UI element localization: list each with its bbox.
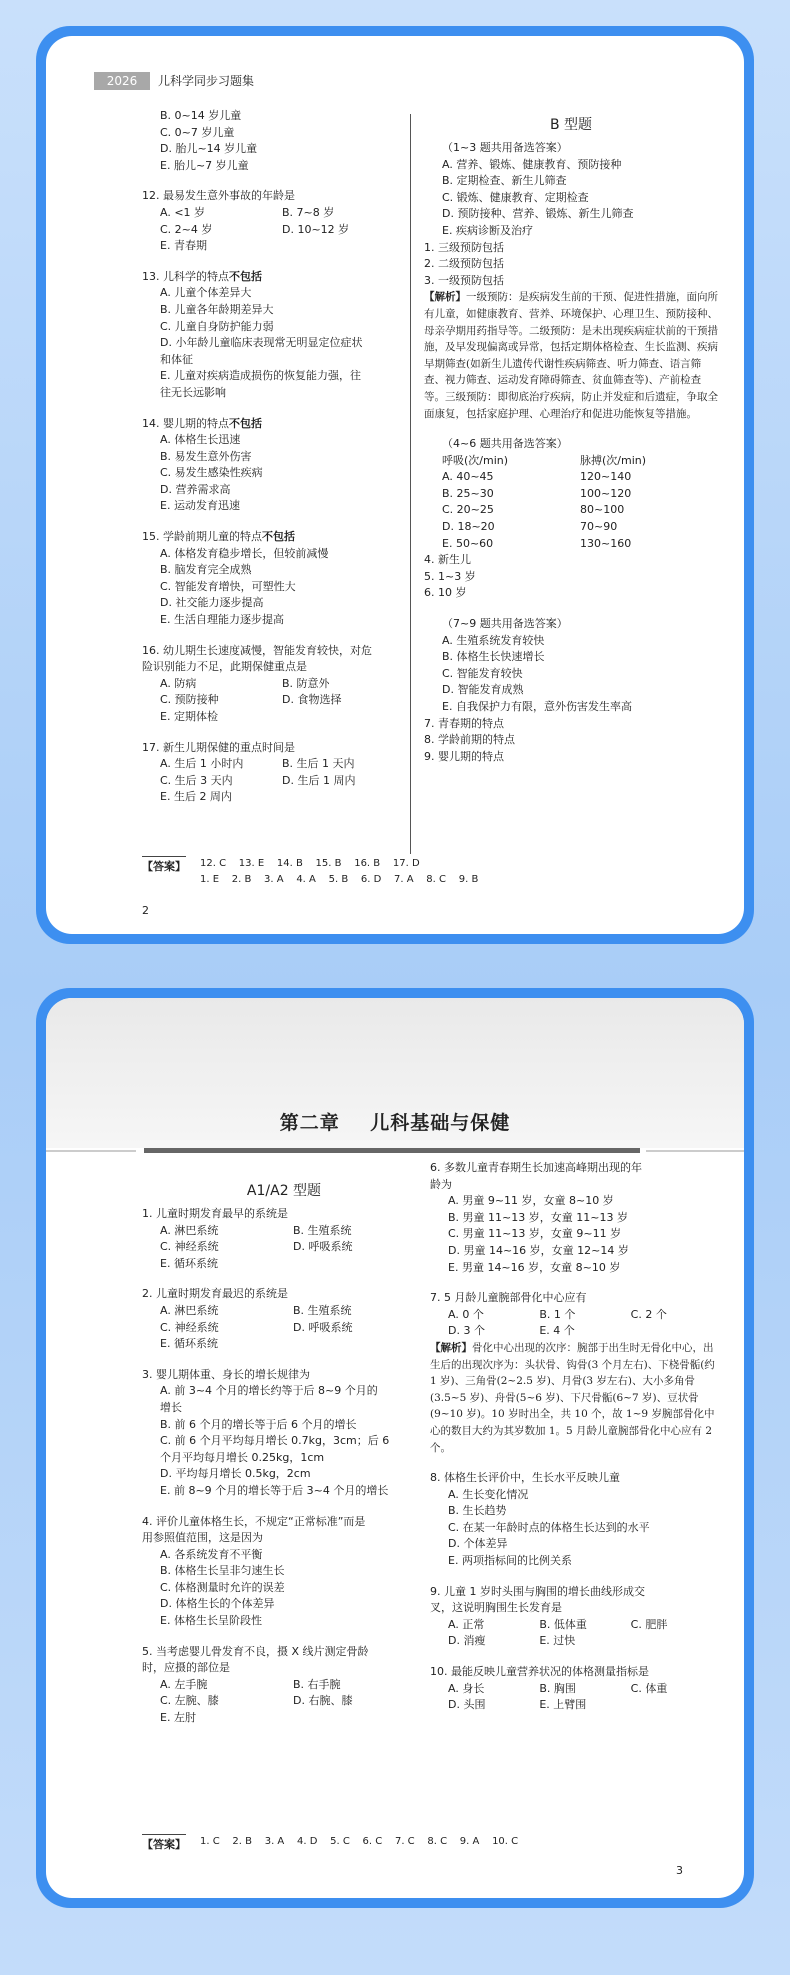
option: A. <1 岁 bbox=[160, 205, 206, 219]
option: A. 儿童个体差异大 bbox=[160, 286, 252, 300]
analysis-text: 一级预防：是疾病发生前的干预、促进性措施，面向所有儿童，如健康教育、营养、环境保护、心理卫生、预防接种、母亲孕期用药指导等。二级预防：是未出现疾病症状前的干预措施，及早发现偏离或异常，包括定期体格检查、生长监测、疾病早期筛查(如新生儿遗传代谢性疾病筛查、听力筛查、语言筛查、视力筛查、运动发育障碍筛查、贫血筛查等)、产前检查等。三级预防：即彻底治疗疾病，防止并发症和后遗症，争取全面康复，包括家庭护理、心理治疗和促进功能恢复等措施。 bbox=[424, 291, 718, 420]
answer-label: 【答案】 bbox=[142, 856, 186, 888]
option: D. 平均每月增长 0.5kg，2cm bbox=[160, 1467, 311, 1481]
question-stem: 2. 二级预防包括 bbox=[424, 257, 504, 271]
option: E. 体格生长呈阶段性 bbox=[160, 1614, 262, 1628]
table-cell: 80~100 bbox=[580, 503, 625, 517]
option: B. 生殖系统 bbox=[293, 1303, 352, 1317]
option: D. 小年龄儿童临床表现常无明显定位症状 bbox=[160, 336, 363, 350]
question-stem: 7. 青春期的特点 bbox=[424, 716, 504, 730]
option-row bbox=[142, 1320, 426, 1337]
option-row bbox=[142, 756, 404, 773]
right-column bbox=[430, 1160, 722, 1714]
option-row bbox=[430, 1681, 722, 1698]
option: D. 预防接种、营养、锻炼、新生儿筛查 bbox=[442, 207, 634, 221]
group-lead: （4~6 题共用备选答案） bbox=[442, 437, 568, 451]
option: B. 前 6 个月的增长等于后 6 个月的增长 bbox=[160, 1417, 357, 1431]
option-row bbox=[430, 1633, 722, 1650]
question-stem-cont: 龄为 bbox=[430, 1177, 452, 1191]
question-text: 2. 儿童时期发育最迟的系统是 bbox=[142, 1287, 288, 1301]
option: C. 2~4 岁 bbox=[160, 222, 213, 236]
option: C. 肥胖 bbox=[630, 1617, 668, 1631]
question-text: 5. 当考虑婴儿骨发育不良，摄 X 线片测定骨龄 bbox=[142, 1644, 369, 1658]
option: E. 儿童对疾病造成损伤的恢复能力强，往 bbox=[160, 369, 361, 383]
answer-line-2: 1. E 2. B 3. A 4. A 5. B 6. D 7. A 8. C 9. B bbox=[200, 874, 479, 885]
analysis-label: 【解析】 bbox=[424, 291, 466, 304]
option: A. 身长 bbox=[448, 1681, 485, 1695]
table-cell: 70~90 bbox=[580, 520, 618, 534]
right-column bbox=[424, 114, 718, 765]
option: D. 个体差异 bbox=[448, 1537, 508, 1551]
option: E. 两项指标间的比例关系 bbox=[448, 1554, 572, 1568]
option bbox=[631, 1633, 722, 1650]
option: B. 易发生意外伤害 bbox=[160, 449, 252, 463]
question-emphasis: 不包括 bbox=[229, 269, 262, 283]
option: A. 0 个 bbox=[448, 1307, 484, 1321]
option: D. 消瘦 bbox=[448, 1634, 486, 1648]
option: E. 过快 bbox=[539, 1634, 576, 1648]
question-text: 4. 评价儿童体格生长，不规定“正常标准”而是 bbox=[142, 1514, 366, 1528]
option: A. 生后 1 小时内 bbox=[160, 757, 244, 771]
question-stem: 9. 婴儿期的特点 bbox=[424, 749, 504, 763]
option: D. 右腕、膝 bbox=[293, 1694, 353, 1708]
answer-line: 1. C 2. B 3. A 4. D 5. C 6. C 7. C 8. C 9. A 10. C bbox=[200, 1836, 519, 1847]
table-cell: C. 20~25 bbox=[442, 503, 494, 517]
analysis-text: 骨化中心出现的次序：腕部于出生时无骨化中心，出生后的出现次序为：头状骨、钩骨(3 个月左右)、下桡骨骺(约 1 岁)、三角骨(2~2.5 岁)、月骨(3 岁左右)、大小多角骨(3.5~5 岁)、舟骨(5~6 岁)、下尺骨骺(6~7 岁)、豆状骨(9~10 岁)。10 岁时出全，共 10 个，故 1~9 岁腕部骨化中心的数目大约为其岁数加 1。5 月龄儿童腕部骨化中心应有 2 个。 bbox=[430, 1341, 715, 1454]
answer-line-1: 12. C 13. E 14. B 15. B 16. B 17. D bbox=[200, 858, 420, 869]
option: A. 防病 bbox=[160, 676, 197, 690]
option: B. 7~8 岁 bbox=[282, 205, 335, 219]
question-stem bbox=[142, 269, 404, 286]
table-row bbox=[424, 519, 718, 536]
option: D. 10~12 岁 bbox=[282, 222, 350, 236]
question-stem bbox=[142, 416, 404, 433]
option: A. 淋巴系统 bbox=[160, 1223, 219, 1237]
question-stem bbox=[142, 1367, 426, 1384]
question-text: 6. 多数儿童青春期生长加速高峰期出现的年 bbox=[430, 1161, 642, 1174]
question-stem bbox=[142, 1286, 426, 1303]
option: D. 体格生长的个体差异 bbox=[160, 1597, 275, 1611]
option: A. 生长变化情况 bbox=[448, 1487, 529, 1501]
option: B. 低体重 bbox=[539, 1617, 587, 1631]
option: 和体征 bbox=[160, 352, 193, 366]
option: B. 1 个 bbox=[539, 1307, 576, 1321]
group-lead: （1~3 题共用备选答案） bbox=[442, 141, 568, 154]
question-text: 3. 婴儿期体重、身长的增长规律为 bbox=[142, 1367, 310, 1381]
option: E. 生活自理能力逐步提高 bbox=[160, 613, 284, 627]
question-stem: 3. 一级预防包括 bbox=[424, 273, 504, 287]
option: D. 胎儿~14 岁儿童 bbox=[160, 142, 258, 156]
option: D. 呼吸系统 bbox=[293, 1320, 353, 1334]
option-row bbox=[142, 692, 404, 709]
chapter-title: 第二章 儿科基础与保健 bbox=[279, 1112, 511, 1134]
option: A. 各系统发育不平衡 bbox=[160, 1547, 263, 1561]
option: B. 体格生长快速增长 bbox=[442, 650, 545, 664]
option: E. 前 8~9 个月的增长等于后 3~4 个月的增长 bbox=[160, 1483, 389, 1497]
question-text: 1. 儿童时期发育最早的系统是 bbox=[142, 1207, 288, 1220]
option: C. 神经系统 bbox=[160, 1240, 219, 1254]
option: C. 易发生感染性疾病 bbox=[160, 466, 263, 480]
option: A. 体格生长迅速 bbox=[160, 433, 241, 447]
option: C. 左腕、膝 bbox=[160, 1694, 219, 1708]
option: C. 生后 3 天内 bbox=[160, 773, 233, 787]
option-row bbox=[142, 676, 404, 693]
analysis-paragraph bbox=[430, 1340, 722, 1456]
header-year-tab: 2026 bbox=[94, 72, 150, 90]
table-cell: D. 18~20 bbox=[442, 520, 495, 534]
option: B. 体格生长呈非匀速生长 bbox=[160, 1564, 285, 1578]
left-column bbox=[142, 1180, 426, 1727]
question-stem bbox=[430, 1584, 722, 1601]
table-cell: A. 40~45 bbox=[442, 470, 494, 484]
option: D. 呼吸系统 bbox=[293, 1240, 353, 1254]
option-row bbox=[142, 773, 404, 790]
question-stem-cont: 时，应摄的部位是 bbox=[142, 1661, 230, 1675]
question-stem bbox=[430, 1664, 722, 1681]
option: C. 神经系统 bbox=[160, 1320, 219, 1334]
table-cell: 120~140 bbox=[580, 470, 632, 484]
option-row bbox=[142, 205, 404, 222]
answer-key bbox=[142, 1834, 722, 1853]
question-text: 12. 最易发生意外事故的年龄是 bbox=[142, 189, 295, 203]
option: B. 生长趋势 bbox=[448, 1504, 507, 1518]
option-row bbox=[142, 1223, 426, 1240]
option: B. 男童 11~13 岁，女童 11~13 岁 bbox=[448, 1210, 628, 1224]
book-page-3 bbox=[46, 998, 744, 1898]
answer-label: 【答案】 bbox=[142, 1834, 186, 1853]
question-stem bbox=[142, 643, 404, 660]
question-stem bbox=[142, 1206, 426, 1223]
option: A. 生殖系统发育较快 bbox=[442, 633, 545, 647]
option: E. 循环系统 bbox=[160, 1256, 218, 1270]
chapter-rule-left bbox=[46, 1150, 136, 1152]
option: 个月平均每月增长 0.25kg，1cm bbox=[160, 1450, 325, 1464]
question-stem-cont: 叉，这说明胸围生长发育是 bbox=[430, 1601, 562, 1615]
option: E. 上臂围 bbox=[539, 1698, 587, 1712]
section-title-b: B 型题 bbox=[549, 117, 593, 133]
question-stem-cont: 险识别能力不足，此期保健重点是 bbox=[142, 660, 307, 674]
option: C. 智能发育增快，可塑性大 bbox=[160, 579, 296, 593]
table-row bbox=[424, 486, 718, 503]
option: E. 循环系统 bbox=[160, 1337, 218, 1351]
analysis-label: 【解析】 bbox=[430, 1341, 472, 1354]
question-stem bbox=[142, 1644, 426, 1661]
option-row bbox=[142, 222, 404, 239]
option bbox=[631, 1323, 722, 1340]
option: B. 0~14 岁儿童 bbox=[160, 109, 242, 122]
option: E. 自我保护力有限，意外伤害发生率高 bbox=[442, 700, 632, 713]
option: E. 左肘 bbox=[160, 1711, 196, 1725]
question-stem bbox=[430, 1290, 722, 1307]
option: A. 体格发育稳步增长，但较前减慢 bbox=[160, 546, 329, 560]
chapter-rule-right bbox=[646, 1150, 744, 1152]
page-frame-1 bbox=[36, 26, 754, 944]
option: E. 生后 2 周内 bbox=[160, 790, 232, 804]
question-stem bbox=[430, 1470, 722, 1487]
question-stem-cont: 用参照值范围，这是因为 bbox=[142, 1531, 263, 1545]
option-row bbox=[430, 1323, 722, 1340]
table-cell: B. 25~30 bbox=[442, 486, 494, 500]
option: B. 脑发育完全成熟 bbox=[160, 563, 252, 577]
option: C. 男童 11~13 岁，女童 9~11 岁 bbox=[448, 1227, 622, 1241]
option: D. 生后 1 周内 bbox=[282, 773, 356, 787]
option: A. 男童 9~11 岁，女童 8~10 岁 bbox=[448, 1194, 614, 1208]
question-stem: 8. 学龄前期的特点 bbox=[424, 733, 515, 747]
option-row bbox=[430, 1307, 722, 1324]
option: B. 防意外 bbox=[282, 676, 330, 690]
option-row bbox=[142, 1303, 426, 1320]
table-header: 呼吸(次/min) 脉搏(次/min) bbox=[442, 453, 647, 467]
book-page-2 bbox=[46, 36, 744, 934]
option: 往无长远影响 bbox=[160, 385, 226, 399]
question-stem: 5. 1~3 岁 bbox=[424, 569, 476, 583]
analysis-paragraph bbox=[424, 289, 718, 422]
question-stem bbox=[142, 740, 404, 757]
option: D. 社交能力逐步提高 bbox=[160, 596, 264, 610]
group-lead: （7~9 题共用备选答案） bbox=[442, 617, 568, 631]
option-row bbox=[142, 1677, 426, 1694]
option: A. 营养、锻炼、健康教育、预防接种 bbox=[442, 157, 622, 171]
option: C. 锻炼、健康教育、定期检查 bbox=[442, 190, 589, 204]
table-row bbox=[424, 469, 718, 486]
option: C. 0~7 岁儿童 bbox=[160, 125, 235, 139]
section-title-a1a2: A1/A2 型题 bbox=[246, 1183, 322, 1199]
option-row bbox=[430, 1617, 722, 1634]
option: A. 前 3~4 个月的增长约等于后 8~9 个月的 bbox=[160, 1384, 378, 1398]
page-number: 3 bbox=[676, 1864, 683, 1877]
option-row bbox=[142, 1693, 426, 1710]
left-column bbox=[142, 108, 404, 806]
option: B. 定期检查、新生儿筛查 bbox=[442, 174, 567, 188]
option: D. 3 个 bbox=[448, 1324, 485, 1338]
table-row bbox=[424, 502, 718, 519]
option: B. 右手腕 bbox=[293, 1677, 341, 1691]
question-text: 16. 幼儿期生长速度减慢，智能发育较快，对危 bbox=[142, 643, 372, 657]
option: D. 头围 bbox=[448, 1698, 486, 1712]
question-text: 9. 儿童 1 岁时头围与胸围的增长曲线形成交 bbox=[430, 1584, 645, 1598]
option: B. 胸围 bbox=[539, 1681, 576, 1695]
question-stem: 6. 10 岁 bbox=[424, 586, 467, 600]
answer-key bbox=[142, 856, 722, 888]
chapter-rule bbox=[144, 1148, 640, 1153]
option: E. 青春期 bbox=[160, 239, 207, 253]
option-row bbox=[430, 1697, 722, 1714]
table-cell: E. 50~60 bbox=[442, 536, 494, 550]
option: B. 儿童各年龄期差异大 bbox=[160, 302, 274, 316]
question-stem: 4. 新生儿 bbox=[424, 553, 471, 567]
option: D. 食物选择 bbox=[282, 693, 342, 707]
option: B. 生殖系统 bbox=[293, 1223, 352, 1237]
question-emphasis: 不包括 bbox=[262, 530, 295, 544]
option: C. 体格测量时允许的误差 bbox=[160, 1580, 285, 1594]
option: E. 运动发育迅速 bbox=[160, 499, 240, 513]
page-number: 2 bbox=[142, 904, 149, 917]
question-text: 17. 新生儿期保健的重点时间是 bbox=[142, 740, 295, 754]
option: B. 生后 1 天内 bbox=[282, 757, 355, 771]
option: E. 定期体检 bbox=[160, 710, 218, 723]
option: A. 淋巴系统 bbox=[160, 1303, 219, 1317]
question-text: 14. 婴儿期的特点 bbox=[142, 416, 229, 430]
question-stem bbox=[430, 1160, 722, 1177]
question-stem bbox=[142, 188, 404, 205]
question-stem bbox=[142, 1514, 426, 1531]
option: D. 营养需求高 bbox=[160, 482, 231, 496]
question-emphasis: 不包括 bbox=[229, 416, 262, 430]
question-text: 8. 体格生长评价中，生长水平反映儿童 bbox=[430, 1471, 620, 1485]
option: E. 疾病诊断及治疗 bbox=[442, 223, 533, 237]
option-row bbox=[142, 1239, 426, 1256]
page-frame-2 bbox=[36, 988, 754, 1908]
table-cell: 100~120 bbox=[580, 486, 632, 500]
question-text: 10. 最能反映儿童营养状况的体格测量指标是 bbox=[430, 1665, 649, 1679]
option bbox=[631, 1697, 722, 1714]
option: E. 男童 14~16 岁，女童 8~10 岁 bbox=[448, 1260, 621, 1274]
question-stem: 1. 三级预防包括 bbox=[424, 240, 504, 254]
option: E. 4 个 bbox=[539, 1324, 575, 1338]
option: C. 儿童自身防护能力弱 bbox=[160, 319, 274, 333]
option: C. 智能发育较快 bbox=[442, 666, 523, 680]
table-row bbox=[424, 536, 718, 553]
option: A. 正常 bbox=[448, 1617, 485, 1631]
option: C. 预防接种 bbox=[160, 693, 219, 707]
option: C. 在某一年龄时点的体格生长达到的水平 bbox=[448, 1520, 650, 1534]
option: C. 2 个 bbox=[630, 1307, 667, 1321]
option: D. 智能发育成熟 bbox=[442, 683, 524, 697]
column-divider bbox=[410, 114, 411, 854]
option: C. 前 6 个月平均每月增长 0.7kg，3cm；后 6 bbox=[160, 1434, 390, 1448]
question-stem bbox=[142, 529, 404, 546]
option: E. 胎儿~7 岁儿童 bbox=[160, 158, 249, 172]
option: A. 左手腕 bbox=[160, 1677, 208, 1691]
option: D. 男童 14~16 岁，女童 12~14 岁 bbox=[448, 1243, 629, 1257]
option: C. 体重 bbox=[630, 1681, 668, 1695]
question-text: 7. 5 月龄儿童腕部骨化中心应有 bbox=[430, 1291, 587, 1305]
question-text: 13. 儿科学的特点 bbox=[142, 269, 229, 283]
question-text: 15. 学龄前期儿童的特点 bbox=[142, 530, 262, 544]
header-book-title: 儿科学同步习题集 bbox=[158, 74, 255, 88]
table-cell: 130~160 bbox=[580, 536, 632, 550]
option: 增长 bbox=[160, 1400, 182, 1414]
